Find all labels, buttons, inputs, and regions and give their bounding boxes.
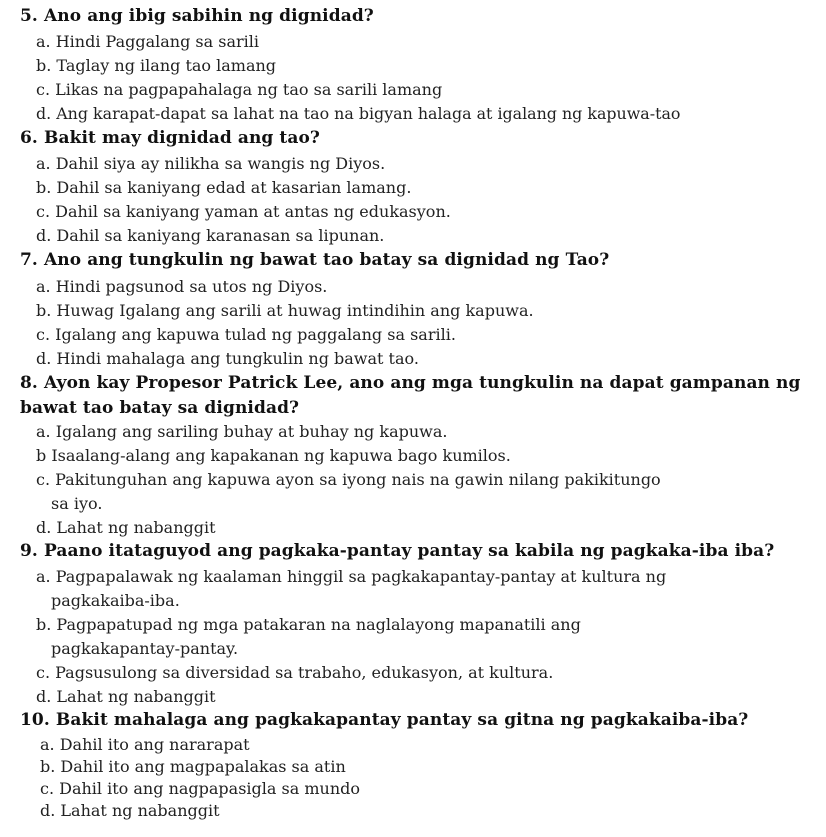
option-10b: b. Dahil ito ang magpapalakas sa atin [40,757,346,776]
question-6 [20,128,320,148]
question-number: 10. [20,710,50,730]
option-8a: a. Igalang ang sariling buhay at buhay ng kapuwa. [36,422,448,441]
question-9 [20,541,774,561]
option-9b: b. Pagpapatupad ng mga patakaran na naglalayong mapanatili ang [36,615,581,634]
question-5 [20,6,374,26]
option-8c: c. Pakitunguhan ang kapuwa ayon sa iyong nais na gawin nilang pakikitungo [36,470,661,489]
option-9c: c. Pagsusulong sa diversidad sa trabaho, edukasyon, at kultura. [36,663,554,682]
option-8c-continuation: sa iyo. [51,494,103,513]
option-7d: d. Hindi mahalaga ang tungkulin ng bawat tao. [36,349,419,368]
option-9d: d. Lahat ng nabanggit [36,687,216,706]
option-9a-continuation: pagkakaiba-iba. [51,591,180,610]
option-5b: b. Taglay ng ilang tao lamang [36,56,277,75]
question-8 [20,371,810,421]
question-text: Bakit may dignidad ang tao? [43,128,320,148]
question-text: Paano itataguyod ang pagkaka-pantay pantay sa kabila ng pagkaka-iba iba? [43,541,775,561]
question-text: Ayon kay Propesor Patrick Lee, ano ang mga tungkulin na dapat gampanan ng bawat tao batay sa dignidad? [20,373,801,418]
question-text: Bakit mahalaga ang pagkakapantay pantay sa gitna ng pagkakaiba-iba? [55,710,749,730]
option-5d: d. Ang karapat-dapat sa lahat na tao na bigyan halaga at igalang ng kapuwa-tao [36,104,681,123]
option-6a: a. Dahil siya ay nilikha sa wangis ng Diyos. [36,154,386,173]
option-8d: d. Lahat ng nabanggit [36,518,216,537]
option-7c: c. Igalang ang kapuwa tulad ng paggalang sa sarili. [36,325,456,344]
option-7a: a. Hindi pagsunod sa utos ng Diyos. [36,277,328,296]
question-7 [20,250,609,270]
option-10a: a. Dahil ito ang nararapat [40,735,250,754]
option-9a: a. Pagpapalawak ng kaalaman hinggil sa pagkakapantay-pantay at kultura ng [36,567,667,586]
option-6d: d. Dahil sa kaniyang karanasan sa lipunan. [36,226,385,245]
option-7b: b. Huwag Igalang ang sarili at huwag intindihin ang kapuwa. [36,301,534,320]
option-10d: d. Lahat ng nabanggit [40,801,220,820]
option-6b: b. Dahil sa kaniyang edad at kasarian lamang. [36,178,412,197]
question-number: 8. [20,373,38,393]
option-10c: c. Dahil ito ang nagpapasigla sa mundo [40,779,361,798]
question-number: 5. [20,6,38,26]
option-8b: b Isaalang-alang ang kapakanan ng kapuwa bago kumilos. [36,446,511,465]
question-number: 7. [20,250,38,270]
question-number: 9. [20,541,38,561]
option-5a: a. Hindi Paggalang sa sarili [36,32,260,51]
question-text: Ano ang ibig sabihin ng dignidad? [43,6,374,26]
question-text: Ano ang tungkulin ng bawat tao batay sa dignidad ng Tao? [43,250,610,270]
option-5c: c. Likas na pagpapahalaga ng tao sa sarili lamang [36,80,443,99]
question-10 [20,710,748,730]
question-number: 6. [20,128,38,148]
option-6c: c. Dahil sa kaniyang yaman at antas ng edukasyon. [36,202,451,221]
option-9b-continuation: pagkakapantay-pantay. [51,639,239,658]
